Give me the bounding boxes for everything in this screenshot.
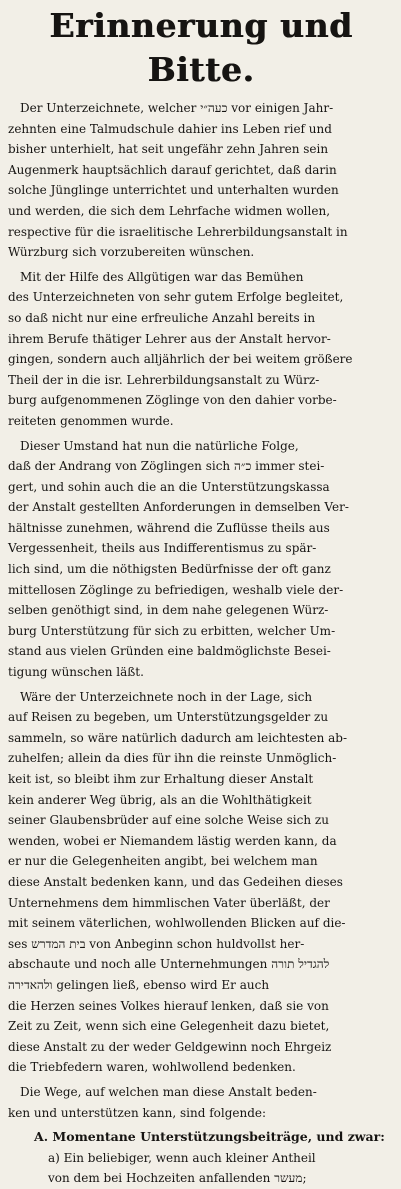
text-line: Dieser Umstand hat nun die natürliche Folge, [20, 438, 299, 453]
text-line: Mit der Hilfe des Allgütigen war das Bemühen [20, 269, 304, 284]
text-line: reiteten genommen wurde. [8, 413, 174, 428]
text-line: abschaute und noch alle Unternehmungen להגדיל תורה [8, 957, 330, 972]
text-line: gert, und sohin auch die an die Unterstützungskassa [8, 479, 330, 494]
paragraph [8, 687, 394, 1078]
text-line: ses בית המדרש von Anbeginn schon huldvollst her- [8, 936, 305, 951]
text-line: daß der Andrang von Zöglingen sich כ״ה immer stei- [8, 459, 325, 474]
text-line: solche Jünglinge unterrichtet und unterhalten wurden [8, 183, 339, 198]
text-line: diese Anstalt zu der weder Geldgewinn noch Ehrgeiz [8, 1039, 332, 1054]
text-line: Unternehmens dem himmlischen Vater überläßt, der [8, 895, 330, 910]
text-line: zuhelfen; allein da dies für ihn die reinste Unmöglich- [8, 751, 337, 766]
document-title: Erinnerung und Bitte. [49, 6, 353, 89]
text-line: Theil der in die isr. Lehrerbildungsanstalt zu Würz- [8, 372, 320, 387]
paragraph [8, 267, 394, 432]
text-line: ihrem Berufe thätiger Lehrer aus der Anstalt hervor- [8, 331, 331, 346]
paragraph [8, 1082, 394, 1123]
text-line: zehnten eine Talmudschule dahier ins Leben rief und [8, 121, 332, 136]
text-line: wenden, wobei er Niemandem lästig werden kann, da [8, 833, 337, 848]
text-line: ולהאדירה gelingen ließ, ebenso wird Er auch [8, 977, 270, 992]
text-line: diese Anstalt bedenken kann, und das Gedeihen dieses [8, 874, 343, 889]
paragraph [8, 436, 394, 683]
text-line: respective für die israelitische Lehrerbildungsanstalt in [8, 224, 348, 239]
text-line: seiner Glaubensbrüder auf eine solche Weise sich zu [8, 813, 329, 828]
text-line: hältnisse zunehmen, während die Zuflüsse theils aus [8, 520, 330, 535]
text-line: er nur die Gelegenheiten angibt, bei welchem man [8, 854, 318, 869]
text-line: burg Unterstützung für sich zu erbitten, welcher Um- [8, 623, 336, 638]
text-line: burg aufgenommenen Zöglinge von den dahier vorbe- [8, 393, 337, 408]
text-line: der Anstalt gestellten Anforderungen in demselben Ver- [8, 500, 349, 515]
text-line: mit seinem väterlichen, wohlwollenden Blicken auf die- [8, 916, 346, 931]
text-line: so daß nicht nur eine erfreuliche Anzahl bereits in [8, 310, 316, 325]
text-line: Wäre der Unterzeichnete noch in der Lage, sich [20, 689, 313, 704]
text-line: keit ist, so bleibt ihm zur Erhaltung dieser Anstalt [8, 772, 314, 786]
text-line: Die Wege, auf welchen man diese Anstalt beden- [20, 1084, 317, 1099]
text-line: Vergessenheit, theils aus Indifferentismus zu spär- [8, 541, 317, 556]
text-line: sammeln, so wäre natürlich dadurch am leichtesten ab- [8, 730, 348, 745]
text-line: des Unterzeichneten von sehr gutem Erfolge begleitet, [8, 290, 344, 305]
text-line: stand aus vielen Gründen eine baldmöglichste Besei- [8, 644, 331, 659]
text-line: Würzburg sich vorzubereiten wünschen. [8, 245, 255, 260]
text-line: lich sind, um die nöthigsten Bedürfnisse der oft ganz [8, 562, 331, 577]
text-line: die Herzen seines Volkes hierauf lenken, daß sie von [8, 998, 329, 1013]
text-line: gingen, sondern auch alljährlich der bei weitem größere [8, 352, 353, 367]
list-item: a) Ein beliebiger, wenn auch kleiner Antheil [48, 1150, 316, 1165]
list-item: von dem bei Hochzeiten anfallenden מעשר; [48, 1171, 307, 1186]
text-line: tigung wünschen läßt. [8, 665, 144, 680]
text-line: auf Reisen zu begeben, um Unterstützungsgelder zu [8, 710, 329, 725]
text-line: Zeit zu Zeit, wenn sich eine Gelegenheit dazu bietet, [8, 1019, 330, 1034]
text-line: die Triebfedern waren, wohlwollend bedenken. [8, 1060, 296, 1075]
list-heading: A. Momentane Unterstützungsbeiträge, und zwar: [34, 1129, 385, 1145]
document-body [8, 98, 394, 1123]
text-line: Augenmerk hauptsächlich darauf gerichtet, daß darin [8, 162, 337, 177]
paragraph [8, 98, 394, 263]
text-line: und werden, die sich dem Lehrfache widmen wollen, [8, 203, 331, 218]
text-line: kein anderer Weg übrig, als an die Wohlthätigkeit [8, 792, 312, 807]
list-items [8, 1148, 394, 1189]
text-line: Der Unterzeichnete, welcher כעה״י vor einigen Jahr- [20, 101, 334, 115]
text-line: ken und unterstützen kann, sind folgende: [8, 1105, 267, 1120]
text-line: bisher unterhielt, hat seit ungefähr zehn Jahren sein [8, 142, 329, 157]
text-line: selben genöthigt sind, in dem nahe gelegenen Würz- [8, 603, 329, 618]
text-line: mittellosen Zöglinge zu befriedigen, weshalb viele der- [8, 582, 344, 597]
